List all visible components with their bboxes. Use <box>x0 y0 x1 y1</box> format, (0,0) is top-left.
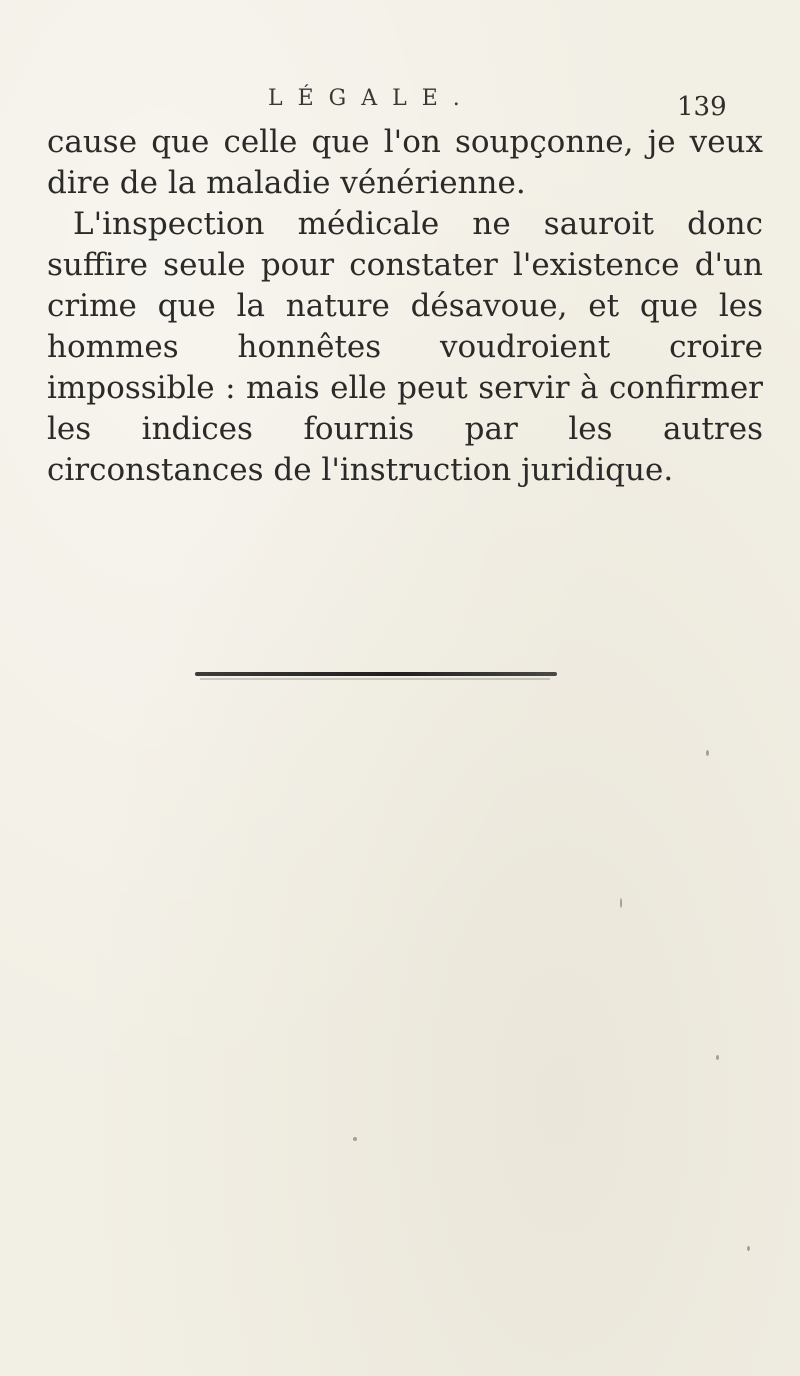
running-head: LÉGALE. <box>268 86 475 111</box>
paragraph-main: L'inspection médicale ne sauroit donc suffire seule pour constater l'existence d'un crime que la nature désavoue, et que les hommes honnêtes voudroient croire impossible : mais elle peut servir à confirmer les indices fournis par les autres circonstances de l'instruction juridique. <box>47 206 763 488</box>
tail-ornament-rule <box>195 672 557 676</box>
paper-speck <box>706 750 709 756</box>
tail-ornament-shadow <box>200 678 550 680</box>
paper-speck <box>716 1055 719 1060</box>
paper-speck <box>353 1137 357 1141</box>
body-text <box>47 122 763 491</box>
paper-speck <box>620 898 622 908</box>
paragraph-continuation: cause que celle que l'on soupçonne, je veux dire de la maladie vénérienne. <box>47 124 763 201</box>
page-number: 139 <box>677 92 727 122</box>
paper-speck <box>747 1246 750 1251</box>
